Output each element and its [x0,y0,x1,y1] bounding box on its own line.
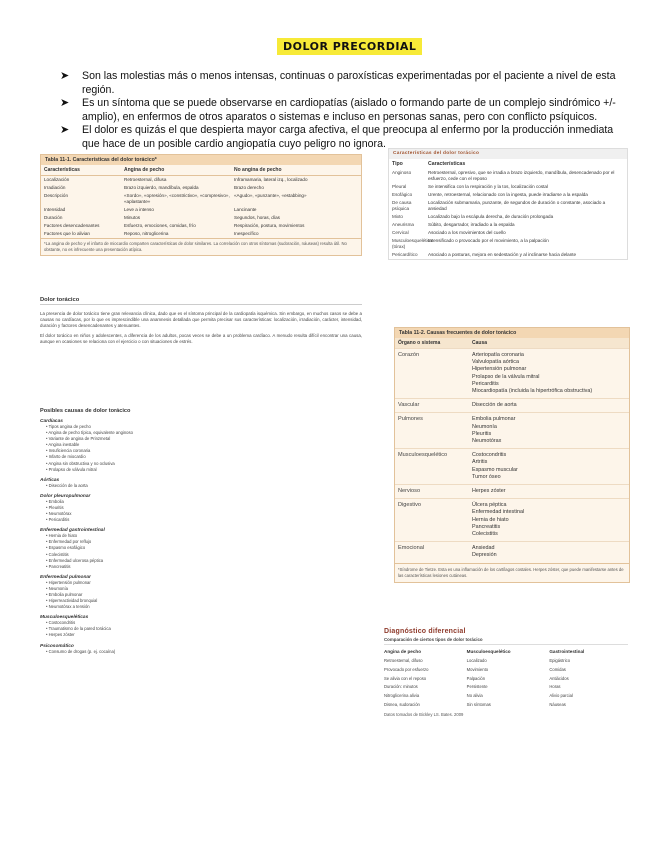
table-row [41,230,361,238]
table-cell: Esfuerzo, emociones, comidas, frío [124,223,196,228]
table-row [41,192,361,206]
chest-pain-section [40,297,362,349]
table-row [41,222,361,230]
table-row [389,199,627,213]
table-cell: Localización [44,177,70,182]
table-cell: Intensidad [44,207,66,212]
table-cell: Cervical [392,230,409,235]
group-title: Enfermedad pulmonar [40,574,91,580]
cause-cell: Arteriopatía coronaria [472,352,524,358]
column-header: Características [428,161,466,167]
table-footnote: *Síndrome de Tietze. Esta es una inflamación de los cartílagos costales. Herpes zóster, que puede manifestarse antes de las características lesiones cutáneas. [395,563,629,582]
table-cell: Movimiento [466,666,489,672]
list-item: • Embolia [46,499,362,505]
table-cell: Musculoesquelético (tórax) [392,238,433,249]
table-cell: Asociado a los movimientos del cuello [428,230,506,235]
bullet-text: Es un síntoma que se puede observarse en cardiopatías (aislado o formando parte de un complejo sindrómico +/- amplio), en enfermos de otros aparatos o sistemas e incluso en personas sanas, pero con conflicto psíquicos. [82,97,616,123]
table-cell: Nitroglicerina alivia [384,693,420,699]
table-cell: Minutos [124,215,141,220]
cause-cell: Pericarditis [472,380,499,387]
table-row [395,498,629,541]
list-item: • Pleuritis [46,505,362,511]
table-row [41,214,361,222]
table-row [384,667,628,673]
arrow-bullet-icon: ➤ [60,124,70,137]
list-item: • Angina sin obstructiva y no oclusiva [46,461,362,467]
system-cell: Vascular [398,402,420,409]
table-cell: Intensificado o provocado por el movimiento, a la palpación [428,238,549,243]
table-cell: Alivio parcial [549,693,573,699]
table-cell: Anginoso [392,170,412,175]
cause-cell: Miocardiopatía (incluida la hipertrófica obstructiva) [472,388,593,395]
table-row [389,229,627,237]
group-title: Dolor pleuropulmonar [40,493,91,499]
cause-list [40,499,362,523]
table-cell: Duración: minutos [384,684,418,690]
table-caption: Características del dolor torácico [389,149,627,159]
cause-cell: Artritis [472,459,488,466]
intro-bullets [60,70,622,152]
table-cell: Antiácidos [549,675,569,681]
table-row [395,448,629,484]
paragraph: El dolor torácico en niños y adolescentes, a diferencia de los adultos, pocas veces se debe a un problema cardíaco. A menudo resulta difícil encontrar una causa, aunque en ocasiones se relaciona con el ejercicio o con situaciones de estrés. [40,333,362,344]
cause-cell: Enfermedad intestinal [472,509,525,516]
table-cell: Se intensifica con la respiración y la tos, localización costal [428,184,549,189]
list-item: • Colecistitis [46,552,362,558]
table-cell: Irradiación [44,185,66,190]
differential-diagnosis [384,629,628,718]
table-row [395,541,629,562]
cause-cell: Prolapso de la válvula mitral [472,373,540,380]
bullet-item [60,97,622,124]
group-title: Psicosomático [40,643,74,649]
system-cell: Nervioso [398,488,421,495]
table-cell: Comidas [549,666,566,672]
table-cell: Epigástrico [549,658,571,663]
table-row [389,191,627,199]
list-item: • Pancreatitis [46,564,362,570]
table-cell: De causa psíquica [392,200,412,211]
possible-causes-list [40,408,362,655]
list-item: • Hiperreactividad bronquial [46,598,362,604]
cause-cell: Hernia de hiato [472,516,509,523]
table-cell: Disnea, sudoración [384,701,420,707]
cause-list [40,483,362,489]
list-item: • Tipos angina de pecho [46,424,362,430]
table-row [395,412,629,448]
column-header: Musculoesquelético [466,649,511,654]
page-title: DOLOR PRECORDIAL [277,38,422,55]
section-heading: Dolor torácico [40,297,362,305]
list-item: • Neumotórax [46,511,362,517]
list-item: • Angina de pecho típica, equivalente anginoso [46,430,362,436]
table-row [389,237,627,251]
cause-list [40,424,362,473]
table-cell: Leve a intenso [124,207,154,212]
table-footnote: *La angina de pecho y el infarto de miocardio comparten características de dolor similares. La correlación con otros síntomas (sudoración, náuseas) resulta útil. No obstante, no es infrecuente una presentación atípica. [41,238,361,255]
cause-cell: Tumor óseo [472,473,501,480]
list-item: • Enfermedad por reflujo [46,539,362,545]
table-header [395,338,629,348]
cause-cell: Colecistitis [472,531,498,538]
table-cell: Palpación [466,675,486,681]
table-header [41,165,361,176]
table-cell: Horas [549,684,561,690]
cause-cell: Disección de aorta [472,402,517,409]
list-heading: Posibles causas de dolor torácico [40,408,131,414]
table-cell: Provocado por esfuerzo [384,666,429,672]
list-item: • Espasmo esofágico [46,545,362,551]
table-cell: Localizado bajo la escápula derecha, de duración prolongada [428,214,554,219]
list-item: • Neumonía [46,586,362,592]
table-cell: Esofágico [392,192,413,197]
group-title: Aórticas [40,477,60,483]
table-row [384,676,628,682]
table-row [41,206,361,214]
table-cell: Persistente [466,684,488,690]
column-header: Órgano o sistema [398,340,441,346]
table-row [389,251,627,259]
table-cell: Retroesternal, difusa [124,177,167,182]
table-cell: Aneurisma [392,222,414,227]
table-cell: «Sordo», «opresión», «constrictivo», «compresivo», «aplastante» [124,193,230,204]
column-header: Características [44,167,80,173]
list-item: • Hipertensión pulmonar [46,580,362,586]
cause-cell: Embolia pulmonar [472,416,516,423]
list-item: • Costocondritis [46,620,362,626]
table-cell: Descripción [44,193,68,198]
section-subheading: Comparación de ciertos tipos de dolor torácico [384,637,628,645]
cause-cell: Neumotórax [472,438,502,445]
table-cell: Sin síntomas [466,701,491,707]
table-caption: Tabla 11-2. Causas frecuentes de dolor torácico [395,328,629,338]
table-row [395,348,629,398]
paragraph: La presencia de dolor torácico tiene gran relevancia clínica, dado que es el síntoma principal de la cardiopatía isquémica. Sin embargo, en muchos casos se debe a causas no cardíacas, por lo que es imprescindible una anamnesis detallada que permita precisar sus características: localización, irradiación, carácter, intensidad, duración y factores desencadenantes y atenuantes. [40,311,362,328]
list-item: • Infarto de miocardio [46,454,362,460]
table-header [389,159,627,169]
group-title: Cardíacas [40,419,63,424]
table-row [384,658,628,664]
table-row [41,184,361,192]
table-row [389,213,627,221]
table-row [384,693,628,699]
column-header: Angina de pecho [384,649,422,654]
frequent-causes-table [394,327,630,583]
source-note: Datos tomados de Bickley LS. Bates. 2009 [384,711,464,717]
table-cell: Lancinante [234,207,257,212]
system-cell: Corazón [398,352,420,358]
table-cell: Náuseas [549,701,566,707]
bullet-text: Son las molestias más o menos intensas, continuas o paroxísticas experimentadas por el paciente a nivel de esta región. [82,70,616,96]
table-cell: Mixto [392,214,403,219]
table-cell: No alivia [466,693,483,699]
list-item: • Traumatismo de la pared torácica [46,626,362,632]
list-item: • Insuficiencia coronaria [46,448,362,454]
cause-list [40,580,362,610]
list-item: • Pericarditis [46,517,362,523]
table-cell: Reposo, nitroglicerina [124,231,169,236]
cause-cell: Ansiedad [472,545,495,552]
cause-cell: Valvulopatía aórtica [472,359,519,366]
table-row [389,169,627,183]
table-cell: Se alivia con el reposo [384,675,427,681]
table-cell: Súbito, desgarrador, irradiado a la espalda [428,222,515,227]
cause-list [40,649,362,655]
column-header: Causa [472,340,488,346]
system-cell: Pulmones [398,416,423,423]
table-cell: Retroesternal, difuso [384,658,423,663]
list-item: • Angina inestable [46,442,362,448]
table-cell: Brazo derecho [234,185,264,190]
list-item: • Prolapso de válvula mitral [46,467,362,473]
column-header: Tipo [392,161,403,167]
table-row [41,176,361,184]
list-item: • Hernia de hiato [46,533,362,539]
cause-cell: Úlcera péptica [472,502,507,509]
list-item: • Disección de la aorta [46,483,362,489]
cause-cell: Pancreatitis [472,523,501,530]
table-caption: Tabla 11-1. Características del dolor torácico* [41,155,361,165]
table-cell: Retroesternal, opresivo, que se irradia a brazo izquierdo, mandíbula, desencadenado por el esfuerzo, cede con el reposo [428,170,615,181]
table-row [395,398,629,412]
system-cell: Digestivo [398,502,422,509]
list-item: • Variante de angina de Prinzmetal [46,436,362,442]
list-item: • Enfermedad ulcerosa péptica [46,558,362,564]
list-item: • Embolia pulmonar [46,592,362,598]
column-header: No angina de pecho [234,167,282,173]
table-row [389,221,627,229]
cause-cell: Espasmo muscular [472,466,518,473]
cause-list [40,533,362,570]
table-cell: Brazo izquierdo, mandíbula, espalda [124,185,199,190]
cause-cell: Depresión [472,552,497,559]
table-cell: «Agudo», «punzante», «estabbing» [234,193,307,198]
characteristics-table [40,154,362,256]
section-heading: Diagnóstico diferencial [384,628,466,635]
table-cell: Pericardítico [392,252,418,257]
table-row [384,702,628,708]
cause-list [40,620,362,638]
table-cell: Urente, retroesternal, relacionado con la ingesta, puede irradiarse a la espalda [428,192,588,197]
table-cell: Factores que lo alivian [44,231,90,236]
arrow-bullet-icon: ➤ [60,70,70,82]
table-cell: Inespecífico [234,231,259,236]
table-header [384,649,628,655]
cause-cell: Herpes zóster [472,488,506,495]
bullet-item [60,70,622,97]
cause-cell: Neumonía [472,423,497,430]
table-cell: Factores desencadenantes [44,223,100,228]
table-cell: Inframamaria, lateral izq., localizado [234,177,308,182]
group-title: Musculoesqueléticas [40,615,89,621]
system-cell: Emocional [398,545,425,552]
arrow-bullet-icon: ➤ [60,97,70,110]
table-cell: Localización submamaria, punzante, de segundos de duración o constante, asociado a ansiedad [428,200,606,211]
table-cell: Asociado a posturas, mejora en sedestación y al inclinarse hacia delante [428,252,577,257]
table-row [389,183,627,191]
list-item: • Neumotórax a tensión [46,604,362,610]
table-cell: Pleural [392,184,407,189]
bullet-text: El dolor es quizás el que despierta mayor carga afectiva, el que preocupa al enfermo por la producción inmediata que hace de un posible cardio angiopatía cuyo peligro no ignora. [82,124,614,150]
table-cell: Localizado [466,658,487,663]
system-cell: Musculoesquelético [398,452,448,459]
chest-pain-types-table [388,148,628,260]
column-header: Gastrointestinal [549,649,585,654]
column-header: Angina de pecho [124,167,165,173]
table-row [395,484,629,498]
table-cell: Respiración, postura, movimientos [234,223,305,228]
group-title: Enfermedad gastrointestinal [40,528,105,534]
cause-cell: Costocondritis [472,452,507,459]
table-row [384,684,628,690]
table-cell: Duración [44,215,63,220]
cause-cell: Pleuritis [472,430,492,437]
list-item: • Herpes zóster [46,632,362,638]
list-item: • Consumo de drogas (p. ej. cocaína) [46,649,362,655]
table-cell: Segundos, horas, días [234,215,280,220]
cause-cell: Hipertensión pulmonar [472,366,527,373]
